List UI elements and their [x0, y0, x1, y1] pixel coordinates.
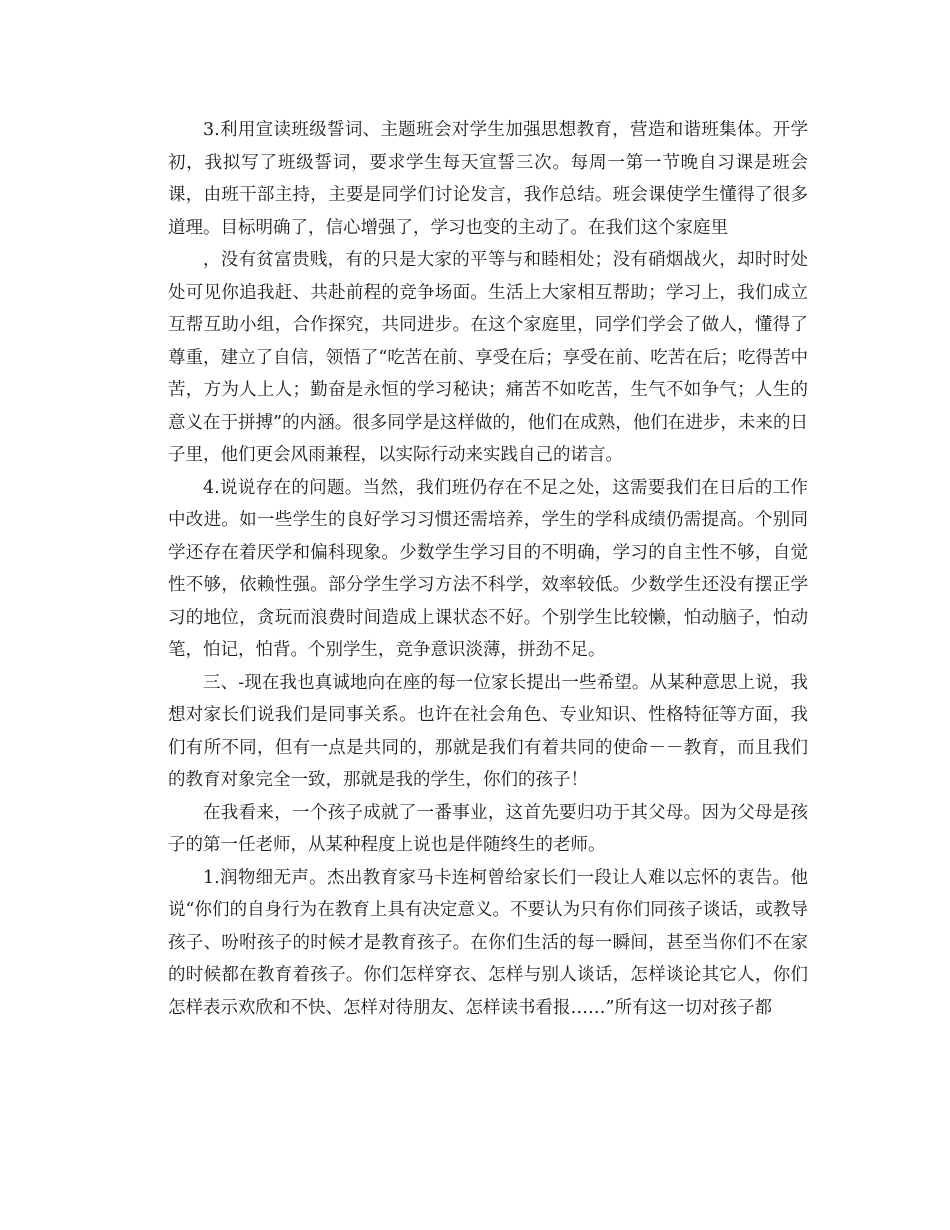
paragraph-5: 在我看来，一个孩子成就了一番事业，这首先要归功于其父母。因为父母是孩子的第一任老师，从某种程度上说也是伴随终生的老师。 [168, 802, 808, 855]
paragraph-3: 4.说说存在的问题。当然，我们班仍存在不足之处，这需要我们在日后的工作中改进。如一些学生的良好学习习惯还需培养，学生的学科成绩仍需提高。个别同学还存在着厌学和偏科现象。少数学生学习目的不明确，学习的自主性不够，自觉性不够，依赖性强。部分学生学习方法不科学，效率较低。少数学生还没有摆正学习的地位，贪玩而浪费时间造成上课状态不好。个别学生比较懒，怕动脑子，怕动笔，怕记，怕背。个别学生，竞争意识淡薄，拼劲不足。 [168, 477, 808, 660]
paragraph-2: ，没有贫富贵贱，有的只是大家的平等与和睦相处；没有硝烟战火，却时时处处可见你追我赶、共赴前程的竞争场面。生活上大家相互帮助；学习上，我们成立互帮互助小组，合作探究，共同进步。在这个家庭里，同学们学会了做人，懂得了尊重，建立了自信，领悟了“吃苦在前、享受在后；享受在前、吃苦在后；吃得苦中苦，方为人上人；勤奋是永恒的学习秘诀；痛苦不如吃苦，生气不如争气；人生的意义在于拼搏”的内涵。很多同学是这样做的，他们在成熟，他们在进步，未来的日子里，他们更会风雨兼程，以实际行动来实践自己的诺言。 [168, 250, 808, 465]
paragraph-4: 三、-现在我也真诚地向在座的每一位家长提出一些希望。从某种意思上说，我想对家长们说我们是同事关系。也许在社会角色、专业知识、性格特征等方面，我们有所不同，但有一点是共同的，那就是我们有着共同的使命－－教育，而且我们的教育对象完全一致，那就是我的学生，你们的孩子！ [168, 672, 808, 790]
paragraph-6: 1.润物细无声。杰出教育家马卡连柯曾给家长们一段让人难以忘怀的衷告。他说“你们的自身行为在教育上具有决定意义。不要认为只有你们同孩子谈话，或教导孩子、吩咐孩子的时候才是教育孩子。在你们生活的每一瞬间，甚至当你们不在家的时候都在教育着孩子。你们怎样穿衣、怎样与别人谈话，怎样谈论其它人，你们怎样表示欢欣和不快、怎样对待朋友、怎样读书看报……”所有这一切对孩子都 [168, 867, 808, 1018]
document-body [168, 114, 808, 1024]
paragraph-1: 3.利用宣读班级誓词、主题班会对学生加强思想教育，营造和谐班集体。开学初，我拟写了班级誓词，要求学生每天宣誓三次。每周一第一节晚自习课是班会课，由班干部主持，主要是同学们讨论发言，我作总结。班会课使学生懂得了很多道理。目标明确了，信心增强了，学习也变的主动了。在我们这个家庭里 [168, 120, 808, 238]
